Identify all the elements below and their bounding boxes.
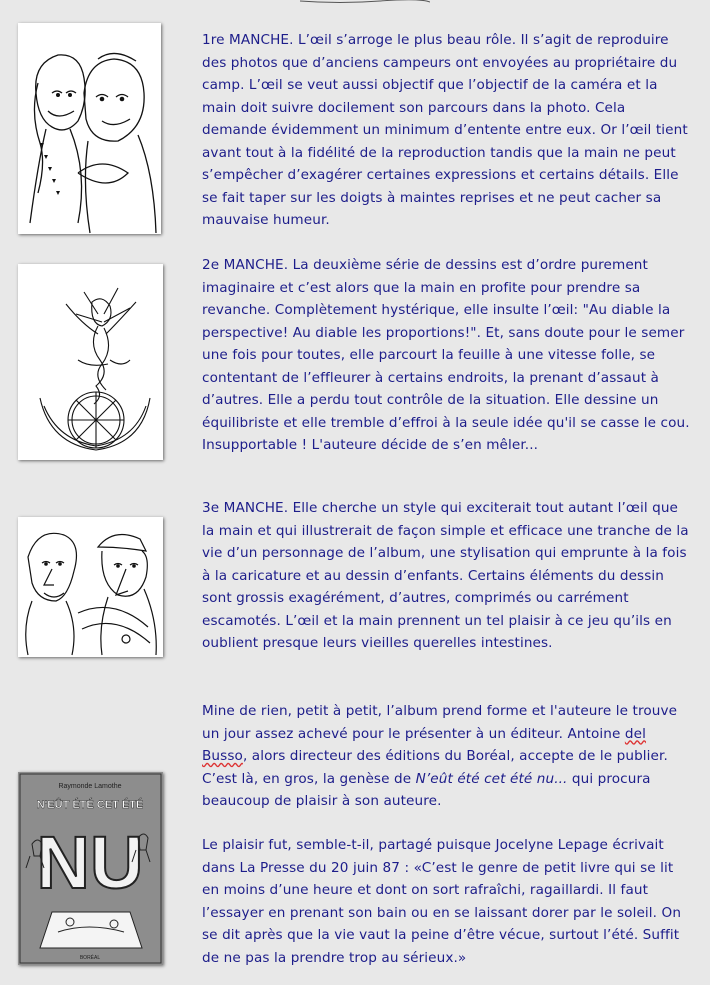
stylized-characters-drawing: [18, 517, 163, 657]
editor-name: del Busso: [202, 725, 646, 764]
cover-author: Raymonde Lamothe: [58, 783, 122, 790]
cover-title: N'EÛT ÉTÉ CET ÉTÉ: [36, 799, 144, 811]
cover-publisher: BORÉAL: [79, 955, 101, 961]
closing-p1-end: qui procura beaucoup de plaisir à son auteure.: [202, 770, 651, 809]
closing-p1-middle: , alors directeur des éditions du Boréal, accepte de le publier. C’est là, en gros, la genèse de: [202, 748, 668, 787]
closing-p1-start: Mine de rien, petit à petit, l’album prend forme et l'auteure le trouve un jour assez achevé pour le présenter à un éditeur. Antoine: [202, 703, 678, 742]
section-1-text: 1re MANCHE. L’œil s’arroge le plus beau rôle. Il s’agit de reproduire des photos que d’anciens campeurs ont envoyées au propriétaire du camp. L’œil se veut aussi objectif que l’objectif de la caméra et la main doit suivre docilement son parcours dans la photo. Cela demande évidemment un minimum d’entente entre eux. Or l’œil tient avant tout à la fidélité de la reproduction tandis que la main ne peut s’empêcher d’exagérer certaines expressions et certains détails. Elle se fait taper sur les doigts à maintes reprises et ne peut cacher sa mauvaise humeur.: [202, 32, 688, 228]
acrobat-drawing-thumbnail[interactable]: [18, 264, 163, 460]
campers-drawing: [18, 23, 161, 234]
acrobat-on-wheel-drawing: [18, 264, 163, 460]
book-cover-thumbnail[interactable]: [18, 772, 163, 965]
top-decoration: [300, 0, 430, 4]
characters-drawing-thumbnail[interactable]: [18, 517, 163, 657]
campers-drawing-thumbnail[interactable]: [18, 23, 161, 234]
closing-paragraph-2: Le plaisir fut, semble-t-il, partagé puisque Jocelyne Lepage écrivait dans La Presse du 20 juin 87 : «C’est le genre de petit livre qui se lit en moins d’une heure et dont on sort rafraîchi, ragaillardi. Il faut l’essayer en prenant son bain ou en se laissant dorer par le soleil. On se dit après que la vie vaut la peine d’être vécue, surtout l’été. Suffit de ne pas la prendre trop au sérieux.»: [202, 837, 682, 966]
closing-paragraph-1: [202, 700, 690, 813]
cover-big-letters: NU: [36, 821, 144, 904]
section-2-text: 2e MANCHE. La deuxième série de dessins est d’ordre purement imaginaire et c’est alors que la main en profite pour prendre sa revanche. Complètement hystérique, elle insulte l’œil: "Au diable la perspective! Au diable les proportions!". Et, sans doute pour le semer une fois pour toutes, elle parcourt la feuille à une vitesse folle, se contentant de l’effleurer à certains endroits, la prenant d’assaut à d’autres. Elle a perdu tout contrôle de la situation. Elle dessine un équilibriste et elle tremble d’effroi à la seule idée qu'il se casse le cou. Insupportable ! L'auteure décide de s’en mêler...: [202, 257, 690, 453]
book-title: N’eût été cet été nu...: [415, 770, 568, 787]
book-cover: [18, 772, 163, 965]
section-3-text: 3e MANCHE. Elle cherche un style qui exciterait tout autant l’œil que la main et qui illustrerait de façon simple et efficace une tranche de la vie d’un personnage de l’album, une stylisation qui emprunte à la fois à la caricature et au dessin d’enfants. Certains éléments du dessin sont grossis exagérément, d’autres, comprimés ou carrément escamotés. L’œil et la main prennent un tel plaisir à ce jeu qu’ils en oublient presque leurs vieilles querelles intestines.: [202, 500, 689, 651]
